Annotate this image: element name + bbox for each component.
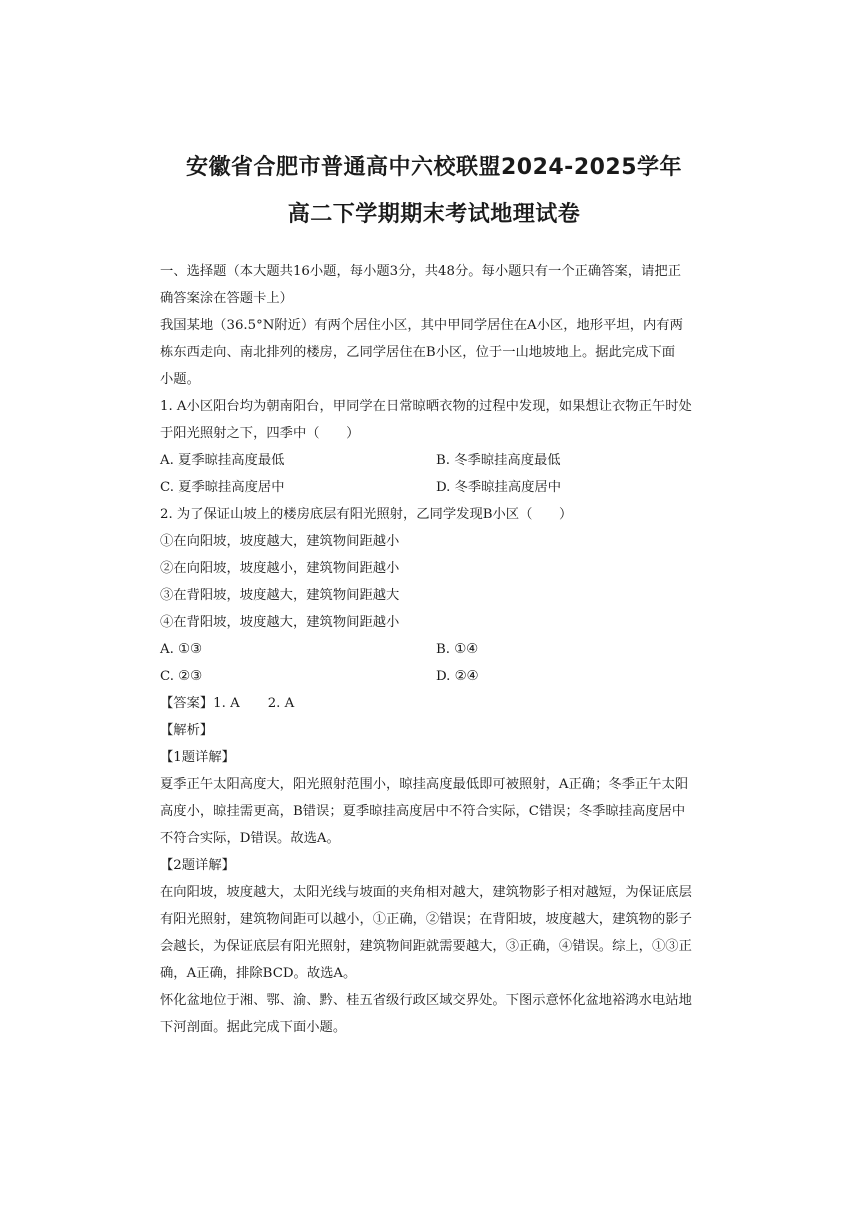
answer-2: 2. A [267, 696, 295, 711]
detail2-text: 有阳光照射，建筑物间距可以越小，①正确，②错误；在背阳坡，坡度越大，建筑物的影子 [160, 912, 692, 927]
q2-item: ③在背阳坡，坡度越大，建筑物间距越大 [160, 588, 400, 603]
q1-option-d: D. 冬季晾挂高度居中 [436, 480, 562, 495]
detail1-text: 不符合实际，D错误。故选A。 [160, 831, 340, 846]
q2-option-c: C. ②③ [160, 669, 202, 684]
q1-stem: 于阳光照射之下，四季中（ ） [160, 426, 360, 441]
detail2-text: 确，A正确，排除BCD。故选A。 [160, 966, 357, 981]
detail1-text: 夏季正午太阳高度大，阳光照射范围小，晾挂高度最低即可被照射，A正确；冬季正午太阳 [160, 777, 689, 792]
q2-option-a: A. ①③ [160, 642, 202, 657]
q2-item: ①在向阳坡，坡度越大，建筑物间距越小 [160, 534, 400, 549]
answer-label: 【答案】1. A [160, 696, 240, 711]
next-intro-text: 下河剖面。据此完成下面小题。 [160, 1020, 347, 1035]
q2-item: ②在向阳坡，坡度越小，建筑物间距越小 [160, 561, 400, 576]
section-heading: 一、选择题（本大题共16小题，每小题3分，共48分。每小题只有一个正确答案，请把正 [160, 264, 681, 279]
title-line-1: 安徽省合肥市普通高中六校联盟2024-2025学年 [185, 155, 683, 180]
detail2-text: 会越长，为保证底层有阳光照射，建筑物间距就需要越大，③正确，④错误。综上，①③正 [160, 939, 692, 954]
detail2-label: 【2题详解】 [160, 858, 235, 873]
analysis-label: 【解析】 [160, 723, 214, 738]
content-body [160, 258, 712, 1041]
q1-options-row [160, 474, 712, 501]
intro-text: 我国某地（36.5°N附近）有两个居住小区，其中甲同学居住在A小区，地形平坦，内有两 [160, 318, 683, 333]
q1-options-row [160, 447, 712, 474]
q2-item: ④在背阳坡，坡度越大，建筑物间距越小 [160, 615, 400, 630]
section-heading: 确答案涂在答题卡上） [160, 291, 293, 306]
q1-option-a: A. 夏季晾挂高度最低 [160, 453, 285, 468]
q1-stem: 1. A小区阳台均为朝南阳台，甲同学在日常晾晒衣物的过程中发现，如果想让衣物正午时处 [160, 399, 692, 414]
title-line-2: 高二下学期期末考试地理试卷 [287, 202, 581, 227]
q2-option-d: D. ②④ [436, 669, 479, 684]
q1-option-b: B. 冬季晾挂高度最低 [436, 453, 561, 468]
answer-line [160, 690, 712, 717]
next-intro-text: 怀化盆地位于湘、鄂、渝、黔、桂五省级行政区域交界处。下图示意怀化盆地裕鸿水电站地 [160, 993, 692, 1008]
q1-option-c: C. 夏季晾挂高度居中 [160, 480, 285, 495]
intro-text: 栋东西走向、南北排列的楼房，乙同学居住在B小区，位于一山地坡地上。据此完成下面 [160, 345, 676, 360]
detail1-text: 高度小，晾挂需更高，B错误；夏季晾挂高度居中不符合实际，C错误；冬季晾挂高度居中 [160, 804, 686, 819]
q2-stem: 2. 为了保证山坡上的楼房底层有阳光照射，乙同学发现B小区（ ） [160, 507, 573, 522]
intro-text: 小题。 [160, 372, 200, 387]
q2-option-b: B. ①④ [436, 642, 479, 657]
detail1-label: 【1题详解】 [160, 750, 235, 765]
detail2-text: 在向阳坡，坡度越大，太阳光线与坡面的夹角相对越大，建筑物影子相对越短，为保证底层 [160, 885, 692, 900]
q2-options-row [160, 636, 712, 663]
q2-options-row [160, 663, 712, 690]
